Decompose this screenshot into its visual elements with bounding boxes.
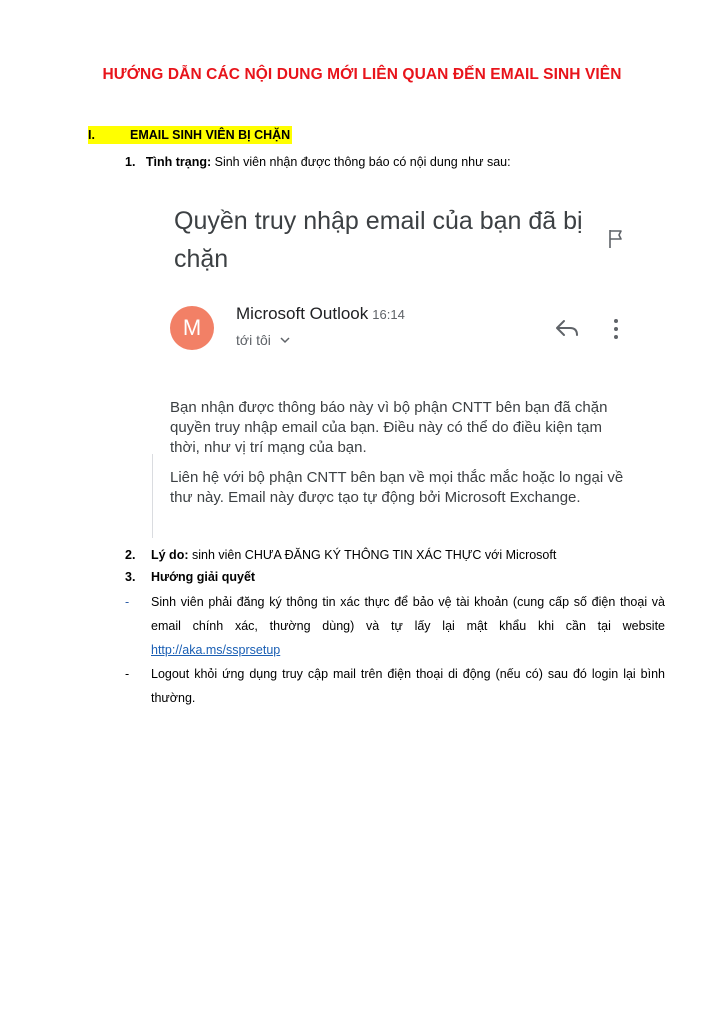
bullet-logout (125, 662, 665, 710)
item-number: 2. (125, 548, 136, 562)
section-title: EMAIL SINH VIÊN BỊ CHẶN (130, 128, 291, 142)
sender-label: Microsoft Outlook (236, 304, 369, 323)
bullet-dash: - (125, 595, 130, 609)
item-label: Hướng giải quyết (151, 570, 256, 584)
more-vert-icon[interactable] (612, 318, 620, 340)
recipient-label: tới tôi (236, 332, 271, 348)
sspr-setup-link[interactable]: http://aka.ms/ssprsetup (151, 643, 281, 657)
email-body-paragraph-1: Bạn nhận được thông báo này vì bộ phận CNTT bên bạn đã chặn quyền truy nhập email của bạn. Điều này có thể do điều kiện tạm thời, như vị trí mạng của bạn. (170, 399, 608, 456)
quote-divider (152, 454, 153, 538)
chevron-down-icon (279, 335, 291, 345)
item-solution (125, 568, 665, 586)
section-number: I. (88, 126, 134, 144)
item-status (125, 153, 511, 171)
item-number: 3. (125, 570, 136, 584)
email-screenshot (150, 180, 650, 540)
item-label: Lý do: (151, 548, 189, 562)
document-title: HƯỚNG DẪN CÁC NỘI DUNG MỚI LIÊN QUAN ĐẾN EMAIL SINH VIÊN (102, 66, 622, 83)
instruction-list (125, 540, 665, 710)
bullet-register (125, 590, 665, 662)
avatar: M (170, 306, 214, 350)
email-time: 16:14 (372, 307, 405, 322)
item-number: 1. (125, 155, 136, 169)
item-label: Tình trạng: (145, 155, 212, 169)
bullet-text: Logout khỏi ứng dụng truy cập mail trên điện thoại di động (nếu có) sau đó login lại bình thường. (151, 667, 665, 705)
sender-name (236, 304, 405, 324)
bullet-dash: - (125, 667, 130, 681)
bullet-text: Sinh viên phải đăng ký thông tin xác thực để bảo vệ tài khoản (cung cấp số điện thoại và email chính xác, thường dùng) và tự lấy lại mật khẩu khi cần tại website (151, 595, 665, 633)
reply-icon[interactable] (554, 318, 580, 338)
email-body-paragraph-2: Liên hệ với bộ phận CNTT bên bạn về mọi thắc mắc hoặc lo ngại về thư này. Email này được tạo tự động bởi Microsoft Exchange. (170, 469, 624, 506)
item-text: sinh viên CHƯA ĐĂNG KÝ THÔNG TIN XÁC THỰC với Microsoft (191, 548, 557, 562)
item-text: Sinh viên nhận được thông báo có nội dung như sau: (214, 155, 511, 169)
recipient-line[interactable] (236, 332, 291, 348)
flag-icon (606, 228, 628, 250)
email-subject: Quyền truy nhập email của bạn đã bị chặn (174, 207, 583, 273)
item-reason (125, 546, 665, 564)
